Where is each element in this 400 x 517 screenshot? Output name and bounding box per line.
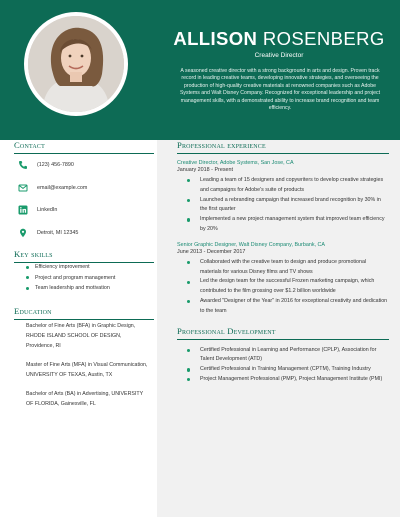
job-entry-adobe [177, 160, 389, 235]
experience-section-title [177, 140, 389, 154]
development-section-title [177, 326, 389, 340]
job-dates: January 2018 - Present [177, 167, 234, 173]
job-bullet: Awarded "Designer of the Year" in 2016 for exceptional creativity and dedication to the team [187, 297, 389, 317]
header-banner [0, 0, 400, 140]
right-column [157, 140, 400, 517]
skill-item: Team leadership and motivation [26, 285, 156, 296]
first-name: ALLISON [173, 28, 258, 49]
job-bullet: Leading a team of 15 designers and copywriters to develop creative strategies and campaigns for Adobe's suite of products [187, 176, 389, 196]
development-item: Project Management Professional (PMP), Project Management Institute (PMI) [187, 375, 389, 385]
phone-number: (123) 456-7890 [37, 162, 74, 169]
education-item: Master of Fine Arts (MFA) in Visual Communication, UNIVERSITY OF TEXAS, Austin, TX [26, 361, 148, 378]
skills-list [26, 264, 156, 296]
job-bullets [177, 258, 389, 317]
phone-icon [18, 160, 28, 170]
job-title: Senior Graphic Designer, Walt Disney Company, Burbank, CA [177, 241, 326, 248]
job-bullet: Collaborated with the creative team to design and produce promotional materials for various Disney films and TV shows [187, 258, 389, 278]
job-title: Creative Director, Adobe Systems, San Jose, CA [177, 160, 294, 166]
development-divider [177, 339, 389, 340]
job-bullets [177, 176, 389, 235]
profile-photo-frame [24, 12, 128, 116]
linkedin-icon [18, 205, 28, 215]
education-section-title [14, 306, 154, 320]
skills-section-title [14, 249, 154, 263]
contact-list [18, 154, 154, 244]
contact-section-title [14, 140, 154, 154]
right-content [177, 140, 389, 385]
contact-heading: Contact [14, 140, 45, 150]
job-bullet: Led the design team for the successful Frozen marketing campaign, which contributed to the film grossing over $1.2 billion worldwide [187, 277, 389, 297]
job-role: Creative Director [254, 52, 304, 59]
skill-item: Efficiency improvement [26, 264, 156, 275]
candidate-name [162, 28, 396, 50]
linkedin-link[interactable]: LinkedIn [37, 207, 58, 214]
skill-item: Project and program management [26, 275, 156, 286]
experience-heading: Professional experience [177, 140, 266, 150]
location-icon [18, 228, 28, 238]
left-column [0, 140, 157, 517]
location-text: Detroit, MI 12345 [37, 229, 79, 236]
education-item: Bachelor of Fine Arts (BFA) in Graphic Design, RHODE ISLAND SCHOOL OF DESIGN, Providence, RI [26, 323, 136, 349]
job-dates: June 2013 - December 2017 [177, 248, 246, 255]
contact-linkedin[interactable] [18, 199, 154, 222]
development-item: Certified Professional in Learning and Performance (CPLP), Association for Talent Development (ATD) [187, 346, 389, 366]
skills-divider [14, 262, 154, 263]
contact-location [18, 222, 154, 245]
job-bullet: Implemented a new project management system that improved team efficiency by 20% [187, 215, 389, 235]
development-heading: Professional Development [177, 325, 276, 336]
contact-phone [18, 154, 154, 177]
contact-email[interactable] [18, 177, 154, 200]
development-item: Certified Professional in Training Management (CPTM), Training Industry [187, 365, 389, 375]
profile-photo-illustration [28, 16, 124, 112]
education-list [26, 322, 150, 419]
profile-photo [28, 16, 124, 112]
development-list [177, 346, 389, 385]
education-divider [14, 319, 154, 320]
profile-summary: A seasoned creative director with a strong background in arts and design. Proven track record in leading creative teams, developing innovative strategies, and overseeing the production of high-quality creative materials at renowned companies such as Adobe Systems and Walt Disney Company. Recognized for exceptional leadership and project management skills, with a demonstrated ability to increase brand recognition and team efficiency. [179, 68, 381, 112]
email-icon [18, 183, 28, 193]
job-bullet: Launched a rebranding campaign that increased brand recognition by 30% in the first quarter [187, 196, 389, 216]
experience-divider [177, 153, 389, 154]
skills-heading: Key skills [14, 249, 53, 259]
last-name: ROSENBERG [262, 28, 385, 49]
education-heading: Education [14, 306, 52, 316]
email-address[interactable]: email@example.com [37, 184, 88, 191]
job-entry-disney [177, 242, 389, 317]
education-item: Bachelor of Arts (BA) in Advertising, UNIVERSITY OF FLORIDA, Gainesville, FL [26, 391, 144, 407]
